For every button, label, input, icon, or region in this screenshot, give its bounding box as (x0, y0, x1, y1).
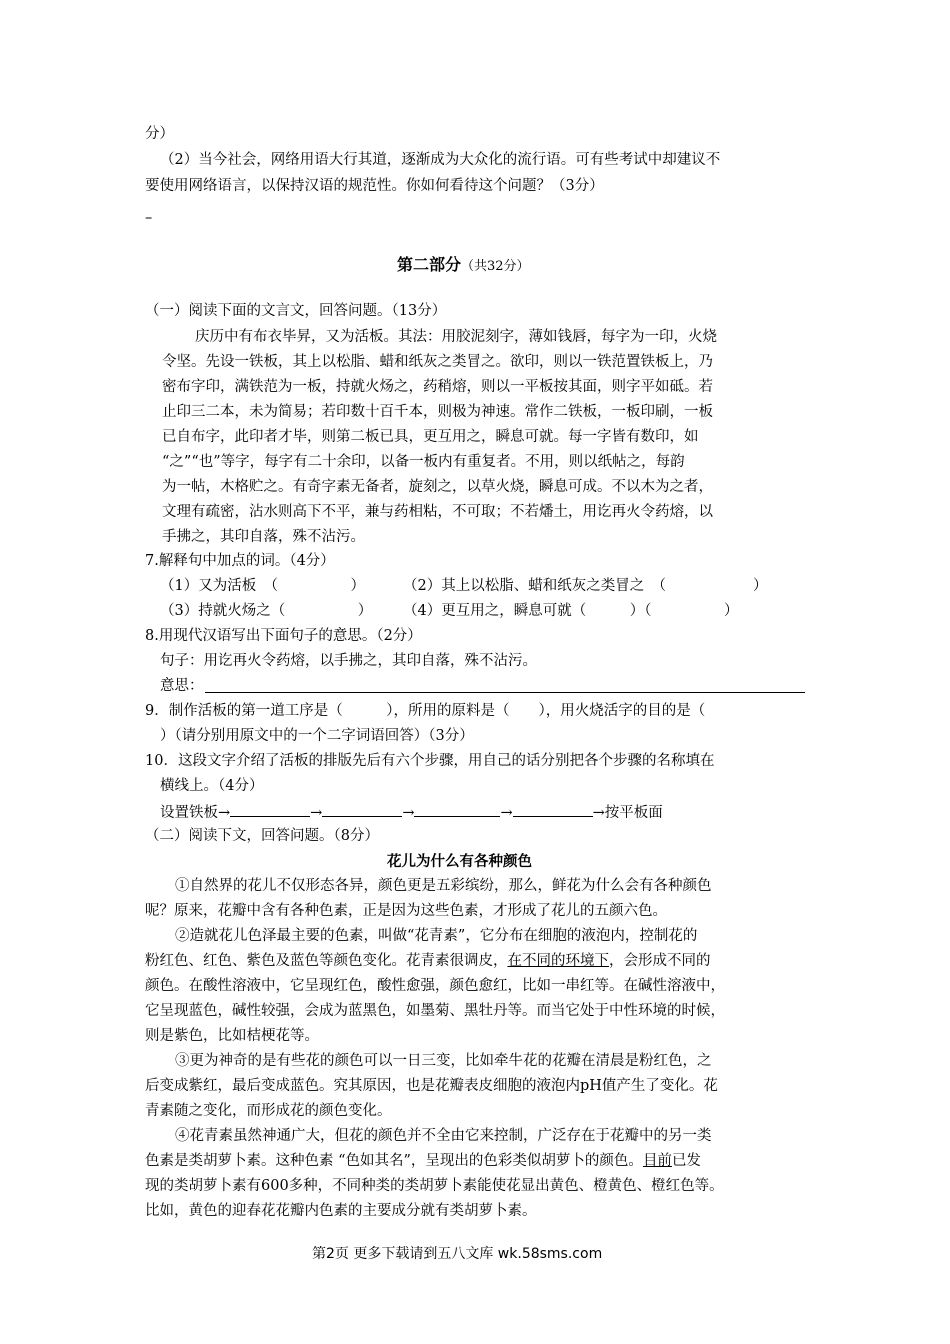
question-7-item-1: （1）又为活板 （ ） (160, 578, 365, 594)
article-line (145, 1153, 701, 1170)
underlined-phrase: 目前 (642, 1153, 672, 1169)
answer-dash: – (145, 210, 153, 226)
answer-line[interactable] (205, 692, 805, 693)
question-9-line: 9．制作活板的第一道工序是（ ），所用的原料是（ ），用火烧活字的目的是（ (145, 703, 706, 719)
article-line: 呢？原来，花瓣中含有各种色素，正是因为这些色素，才形成了花儿的五颜六色。 (145, 903, 667, 919)
article-line: ①自然界的花儿不仅形态各异，颜色更是五彩缤纷，那么，鲜花为什么会有各种颜色 (175, 878, 712, 894)
question-9-line: ）（请分别用原文中的一个二字词语回答）（3分） (160, 728, 474, 744)
article-line: 比如，黄色的迎春花花瓣内色素的主要成分就有类胡萝卜素。 (145, 1203, 537, 1219)
step-start: 设置铁板→ (160, 805, 231, 821)
question-8-sentence: 句子：用讫再火令药熔，以手拂之，其印自落，殊不沾污。 (160, 653, 537, 669)
passage-line: “之”“也”等字，每字有二十余印，以备一板内有重复者。不用，则以纸帖之，每韵 (162, 454, 685, 470)
passage-line: 手拂之，其印自落，殊不沾污。 (162, 529, 365, 545)
article-line: 颜色。在酸性溶液中，它呈现红色，酸性愈强，颜色愈红，比如一串红等。在碱性溶液中， (145, 978, 725, 994)
part-title-main: 第二部分 (397, 255, 462, 274)
question-7-item-2: （2）其上以松脂、蜡和纸灰之类冒之 （ ） (403, 578, 768, 594)
article-line: 现的类胡萝卜素有600多种，不同种类的类胡萝卜素能使花显出黄色、橙黄色、橙红色等。 (145, 1178, 724, 1194)
passage-line: 令坚。先设一铁板，其上以松脂、蜡和纸灰之类冒之。欲印，则以一铁范置铁板上，乃 (162, 354, 713, 370)
question-10-steps (160, 803, 663, 822)
step-arrow: → (310, 805, 323, 821)
step-arrow: → (402, 805, 415, 821)
text-run: 已发 (671, 1153, 701, 1169)
section-heading: （一）阅读下面的文言文，回答问题。（13分） (145, 303, 447, 319)
article-line: 后变成紫红，最后变成蓝色。究其原因，也是花瓣表皮细胞的液泡内pH值产生了变化。花 (145, 1078, 718, 1094)
article-line: 则是紫色，比如桔梗花等。 (145, 1028, 319, 1044)
step-blank[interactable] (513, 803, 593, 817)
article-line: ②造就花儿色泽最主要的色素，叫做“花青素”，它分布在细胞的液泡内，控制花的 (175, 928, 698, 944)
passage-line: 已自布字，此印者才毕，则第二板已具，更互用之，瞬息可就。每一字皆有数印，如 (162, 429, 699, 445)
passage-line: 止印三二本，未为简易；若印数十百千本，则极为神速。常作二铁板，一板印刷，一板 (162, 404, 713, 420)
passage-line: 密布字印，满铁范为一板，持就火炀之，药稍熔，则以一平板按其面，则字平如砥。若 (162, 379, 713, 395)
article-title: 花儿为什么有各种颜色 (387, 853, 532, 870)
part-title-score: （共32分） (461, 259, 530, 274)
question-7-item-3: （3）持就火炀之（ ） (160, 603, 373, 619)
passage-line: 庆历中有布衣毕昇，又为活板。其法：用胶泥刻字，薄如钱唇，每字为一印，火烧 (195, 329, 717, 345)
passage-line: 为一帖，木格贮之。有奇字素无备者，旋刻之，以草火烧，瞬息可成。不以木为之者， (162, 479, 713, 495)
text-run: 色素是类胡萝卜素。这种色素 “色如其名”，呈现出的色彩类似胡萝卜的颜色。 (145, 1153, 643, 1169)
article-line (145, 953, 711, 970)
article-line: 它呈现蓝色，碱性较强，会成为蓝黑色，如墨菊、黑牡丹等。而当它处于中性环境的时候， (145, 1003, 725, 1019)
question-line: （2）当今社会，网络用语大行其道，逐渐成为大众化的流行语。可有些考试中却建议不 (160, 152, 721, 168)
text-run: 粉红色、红色、紫色及蓝色等颜色变化。花青素很调皮， (145, 953, 508, 969)
question-10-line: 10．这段文字介绍了活板的排版先后有六个步骤，用自己的话分别把各个步骤的名称填在 (145, 753, 715, 769)
step-end: →按平板面 (592, 805, 663, 821)
question-8-meaning-label: 意思： (160, 678, 204, 694)
previous-question-tail: 分） (145, 126, 174, 142)
step-blank[interactable] (230, 803, 310, 817)
question-8-heading: 8.用现代汉语写出下面句子的意思。（2分） (145, 628, 422, 644)
section-heading: （二）阅读下文，回答问题。（8分） (145, 828, 379, 844)
question-7-item-4: （4）更互用之，瞬息可就（ ）（ ） (403, 603, 739, 619)
step-blank[interactable] (322, 803, 402, 817)
text-run: ，会形成不同的 (609, 953, 711, 969)
step-arrow: → (500, 805, 513, 821)
underlined-phrase: 在不同的环境下 (507, 953, 609, 969)
passage-line: 文理有疏密，沾水则高下不平，兼与药相粘，不可取；不若燔土，用讫再火令药熔，以 (162, 504, 713, 520)
article-line: ④花青素虽然神通广大，但花的颜色并不全由它来控制，广泛存在于花瓣中的另一类 (175, 1128, 712, 1144)
question-10-line: 横线上。（4分） (160, 778, 264, 794)
question-7-heading: 7.解释句中加点的词。（4分） (145, 553, 335, 569)
page-footer: 第2页 更多下载请到五八文库 wk.58sms.com (312, 1246, 603, 1262)
part-title (397, 255, 530, 275)
article-line: ③更为神奇的是有些花的颜色可以一日三变，比如牵牛花的花瓣在清晨是粉红色，之 (175, 1053, 712, 1069)
step-blank[interactable] (414, 803, 500, 817)
article-line: 青素随之变化，而形成花的颜色变化。 (145, 1103, 392, 1119)
question-line: 要使用网络语言，以保持汉语的规范性。你如何看待这个问题？（3分） (145, 178, 604, 194)
